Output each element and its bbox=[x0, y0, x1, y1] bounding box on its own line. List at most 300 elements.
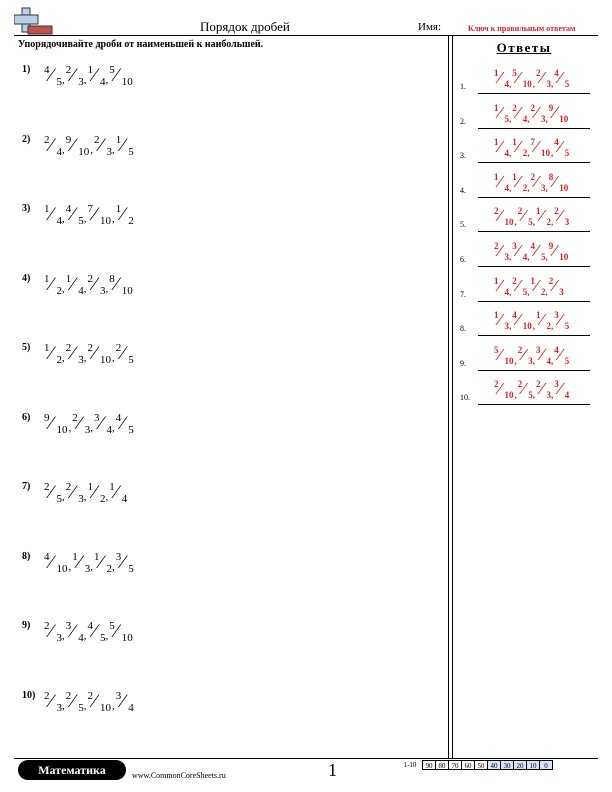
numerator: 2 bbox=[517, 206, 523, 217]
fraction bbox=[44, 481, 63, 509]
fraction-slash: ⁄ bbox=[535, 241, 538, 260]
fraction-slash: ⁄ bbox=[49, 621, 53, 642]
denominator: 3 bbox=[84, 423, 91, 436]
fraction-slash: ⁄ bbox=[99, 412, 103, 434]
score-cell: 60 bbox=[461, 760, 475, 770]
fraction bbox=[66, 134, 92, 162]
fraction-slash: ⁄ bbox=[522, 344, 526, 364]
numerator: 1 bbox=[536, 310, 541, 321]
denominator: 4 bbox=[522, 252, 528, 262]
comma-separator: , bbox=[83, 699, 87, 712]
fraction bbox=[44, 412, 70, 440]
denominator: 3 bbox=[504, 252, 509, 262]
fraction bbox=[88, 620, 107, 648]
answer-fraction-sequence bbox=[494, 68, 570, 94]
comma-separator: , bbox=[514, 355, 517, 366]
denominator: 10 bbox=[504, 390, 514, 401]
answer-number: 9. bbox=[460, 358, 466, 368]
denominator: 3 bbox=[546, 390, 551, 401]
fraction bbox=[44, 64, 63, 92]
denominator: 3 bbox=[559, 286, 564, 297]
denominator: 2 bbox=[546, 321, 551, 332]
numerator: 2 bbox=[94, 133, 100, 146]
fraction-slash: ⁄ bbox=[498, 241, 502, 260]
fraction-slash: ⁄ bbox=[71, 65, 75, 86]
score-cell: 90 bbox=[422, 760, 436, 770]
fraction-slash: ⁄ bbox=[540, 344, 544, 364]
fraction bbox=[512, 68, 534, 94]
fraction bbox=[536, 379, 552, 405]
fraction-slash: ⁄ bbox=[121, 412, 125, 434]
fraction bbox=[94, 551, 113, 579]
numerator: 2 bbox=[44, 133, 50, 146]
fraction bbox=[72, 412, 91, 440]
comma-separator: , bbox=[514, 217, 517, 228]
fraction-slash: ⁄ bbox=[558, 137, 562, 157]
score-cell: 50 bbox=[474, 760, 488, 770]
numerator: 2 bbox=[512, 102, 517, 113]
instructions: Упорядочивайте дроби от наименьшей к наибольшей. bbox=[18, 39, 264, 50]
comma-separator: , bbox=[545, 252, 548, 262]
comma-separator: , bbox=[112, 352, 115, 364]
fraction-slash: ⁄ bbox=[516, 102, 520, 122]
numerator: 1 bbox=[115, 203, 122, 215]
problem-number: 4) bbox=[22, 272, 31, 284]
fraction-slash: ⁄ bbox=[516, 310, 520, 330]
numerator: 2 bbox=[548, 275, 554, 286]
fraction-slash: ⁄ bbox=[558, 344, 562, 364]
comma-separator: , bbox=[527, 148, 530, 159]
fraction bbox=[94, 134, 113, 162]
comma-separator: , bbox=[83, 491, 87, 503]
fraction-sequence bbox=[44, 273, 135, 303]
fraction-slash: ⁄ bbox=[49, 690, 53, 712]
denominator: 5 bbox=[100, 632, 106, 644]
comma-separator: , bbox=[112, 699, 115, 712]
fraction-slash: ⁄ bbox=[71, 273, 75, 295]
denominator: 5 bbox=[78, 215, 84, 227]
numerator: 3 bbox=[115, 689, 122, 702]
fraction-sequence bbox=[44, 690, 135, 720]
denominator: 3 bbox=[564, 217, 570, 228]
fraction bbox=[531, 276, 547, 302]
fraction-slash: ⁄ bbox=[498, 310, 502, 330]
numerator: 3 bbox=[512, 241, 517, 251]
fraction-slash: ⁄ bbox=[522, 379, 526, 399]
fraction bbox=[66, 620, 85, 648]
numerator: 2 bbox=[494, 241, 499, 251]
score-label: 1-10 bbox=[403, 761, 417, 769]
fraction bbox=[549, 276, 565, 302]
logo-plus-minus-icon bbox=[14, 4, 54, 36]
fraction bbox=[554, 137, 570, 163]
fraction bbox=[66, 342, 85, 370]
fraction-slash: ⁄ bbox=[498, 68, 502, 87]
comma-separator: , bbox=[112, 213, 115, 225]
fraction-slash: ⁄ bbox=[553, 241, 557, 260]
fraction bbox=[116, 412, 135, 440]
fraction-slash: ⁄ bbox=[114, 65, 118, 86]
denominator: 4 bbox=[56, 215, 62, 227]
numerator: 2 bbox=[87, 272, 93, 285]
fraction bbox=[494, 379, 516, 405]
denominator: 4 bbox=[546, 355, 551, 366]
fraction bbox=[554, 345, 570, 371]
fraction bbox=[66, 203, 85, 231]
comma-separator: , bbox=[551, 217, 554, 228]
fraction-slash: ⁄ bbox=[498, 206, 502, 226]
numerator: 1 bbox=[512, 137, 517, 148]
answer-fraction-sequence bbox=[494, 310, 570, 336]
fraction-sequence bbox=[44, 134, 135, 164]
comma-separator: , bbox=[527, 113, 530, 124]
denominator: 2 bbox=[56, 354, 62, 366]
denominator: 10 bbox=[559, 113, 569, 124]
numerator: 1 bbox=[536, 206, 541, 217]
comma-separator: , bbox=[545, 286, 548, 297]
problem-number: 6) bbox=[22, 411, 31, 423]
comma-separator: , bbox=[105, 282, 109, 295]
fraction bbox=[554, 206, 570, 232]
numerator: 2 bbox=[536, 68, 541, 78]
fraction-slash: ⁄ bbox=[121, 204, 125, 225]
comma-separator: , bbox=[62, 491, 65, 503]
answer-fraction-sequence bbox=[494, 103, 570, 129]
fraction-slash: ⁄ bbox=[535, 275, 538, 295]
fraction-slash: ⁄ bbox=[121, 551, 125, 573]
denominator: 3 bbox=[546, 79, 551, 89]
numerator: 3 bbox=[115, 550, 122, 563]
fraction-slash: ⁄ bbox=[558, 68, 562, 87]
numerator: 4 bbox=[554, 344, 559, 355]
fraction bbox=[549, 103, 571, 129]
fraction bbox=[44, 342, 63, 370]
fraction bbox=[531, 137, 553, 163]
fraction-slash: ⁄ bbox=[121, 134, 125, 156]
numerator: 2 bbox=[494, 206, 499, 217]
site-url: www.CommonCoreSheets.ru bbox=[132, 771, 226, 780]
fraction-slash: ⁄ bbox=[114, 273, 118, 295]
fraction-slash: ⁄ bbox=[93, 690, 97, 712]
answer-item bbox=[460, 103, 590, 131]
numerator: 2 bbox=[65, 481, 72, 493]
problem-number: 7) bbox=[22, 481, 31, 492]
answer-number: 7. bbox=[460, 289, 466, 299]
numerator: 1 bbox=[44, 342, 50, 354]
fraction bbox=[116, 690, 135, 718]
answer-number: 10. bbox=[460, 393, 470, 403]
numerator: 3 bbox=[554, 379, 559, 390]
fraction-slash: ⁄ bbox=[558, 310, 562, 330]
fraction-slash: ⁄ bbox=[49, 134, 53, 156]
fraction-slash: ⁄ bbox=[540, 310, 544, 330]
denominator: 10 bbox=[121, 284, 133, 297]
problem-number: 10) bbox=[22, 689, 36, 701]
comma-separator: , bbox=[532, 217, 535, 228]
numerator: 7 bbox=[530, 137, 535, 148]
fraction-slash: ⁄ bbox=[77, 551, 81, 573]
problem-number: 3) bbox=[22, 203, 31, 214]
answer-item bbox=[460, 137, 590, 165]
fraction bbox=[549, 172, 571, 198]
fraction-slash: ⁄ bbox=[516, 137, 520, 157]
comma-separator: , bbox=[509, 113, 512, 124]
denominator: 3 bbox=[56, 701, 62, 714]
comma-separator: , bbox=[532, 355, 535, 366]
denominator: 10 bbox=[78, 145, 90, 158]
fraction bbox=[494, 137, 510, 163]
numerator: 2 bbox=[65, 64, 72, 76]
fraction bbox=[554, 68, 570, 94]
score-cell: 0 bbox=[539, 760, 553, 770]
fraction bbox=[518, 206, 534, 232]
score-table bbox=[398, 760, 553, 770]
fraction bbox=[494, 276, 510, 302]
denominator: 10 bbox=[522, 79, 532, 89]
answer-key-label: Ключ к правильным ответам bbox=[468, 24, 576, 33]
fraction-sequence bbox=[44, 342, 135, 372]
denominator: 5 bbox=[541, 252, 546, 262]
comma-separator: , bbox=[509, 79, 512, 89]
score-cell: 20 bbox=[513, 760, 527, 770]
numerator: 1 bbox=[44, 272, 50, 285]
comma-separator: , bbox=[62, 630, 65, 642]
fraction-sequence bbox=[44, 64, 135, 94]
fraction bbox=[494, 310, 510, 336]
fraction bbox=[536, 310, 552, 336]
fraction bbox=[536, 206, 552, 232]
comma-separator: , bbox=[527, 252, 530, 262]
fraction-slash: ⁄ bbox=[498, 344, 502, 364]
numerator: 1 bbox=[72, 550, 78, 563]
numerator: 1 bbox=[530, 275, 535, 286]
numerator: 3 bbox=[65, 620, 72, 632]
numerator: 2 bbox=[530, 102, 535, 113]
numerator: 2 bbox=[44, 481, 50, 493]
comma-separator: , bbox=[551, 321, 554, 332]
fraction bbox=[554, 379, 570, 405]
numerator: 1 bbox=[87, 481, 93, 493]
comma-separator: , bbox=[551, 390, 554, 401]
fraction bbox=[512, 137, 528, 163]
answer-fraction-sequence bbox=[494, 137, 570, 163]
fraction bbox=[88, 273, 107, 301]
denominator: 5 bbox=[528, 390, 533, 401]
fraction bbox=[549, 241, 571, 267]
fraction-slash: ⁄ bbox=[71, 134, 75, 156]
denominator: 5 bbox=[128, 354, 134, 366]
fraction-sequence bbox=[44, 481, 128, 511]
comma-separator: , bbox=[62, 143, 65, 156]
numerator: 5 bbox=[109, 620, 115, 632]
score-cell: 80 bbox=[435, 760, 449, 770]
fraction bbox=[88, 342, 114, 370]
numerator: 1 bbox=[494, 102, 499, 113]
page-title: Порядок дробей bbox=[200, 19, 290, 34]
denominator: 4 bbox=[504, 79, 509, 89]
fraction-slash: ⁄ bbox=[540, 68, 544, 87]
fraction bbox=[44, 203, 63, 231]
denominator: 4 bbox=[78, 284, 84, 297]
fraction-slash: ⁄ bbox=[540, 379, 544, 399]
answer-fraction-sequence bbox=[494, 206, 570, 232]
denominator: 3 bbox=[78, 493, 84, 505]
denominator: 5 bbox=[564, 79, 570, 89]
comma-separator: , bbox=[551, 79, 554, 89]
fraction bbox=[44, 551, 70, 579]
fraction bbox=[494, 206, 516, 232]
fraction bbox=[88, 690, 114, 718]
denominator: 3 bbox=[78, 354, 84, 366]
comma-separator: , bbox=[83, 352, 87, 364]
answer-item bbox=[460, 68, 590, 96]
fraction bbox=[554, 310, 570, 336]
comma-separator: , bbox=[83, 213, 87, 225]
denominator: 5 bbox=[564, 321, 570, 332]
fraction bbox=[531, 172, 547, 198]
fraction-slash: ⁄ bbox=[93, 343, 97, 364]
denominator: 4 bbox=[128, 701, 134, 714]
answer-item bbox=[460, 345, 590, 373]
numerator: 7 bbox=[87, 203, 93, 215]
fraction-slash: ⁄ bbox=[93, 204, 97, 225]
fraction bbox=[116, 134, 135, 162]
comma-separator: , bbox=[545, 182, 548, 193]
denominator: 4 bbox=[78, 632, 84, 644]
answer-number: 2. bbox=[460, 116, 466, 126]
fraction-slash: ⁄ bbox=[71, 482, 75, 503]
denominator: 2 bbox=[100, 493, 106, 505]
answer-item bbox=[460, 172, 590, 200]
comma-separator: , bbox=[509, 286, 512, 297]
numerator: 3 bbox=[536, 344, 541, 355]
numerator: 3 bbox=[554, 310, 559, 321]
numerator: 2 bbox=[65, 342, 72, 354]
answer-column-divider bbox=[448, 36, 449, 758]
comma-separator: , bbox=[105, 74, 109, 86]
brand-badge: Математика bbox=[18, 760, 126, 780]
fraction bbox=[88, 203, 114, 231]
fraction-slash: ⁄ bbox=[93, 621, 97, 642]
denominator: 10 bbox=[56, 562, 68, 575]
denominator: 5 bbox=[78, 701, 84, 714]
fraction-slash: ⁄ bbox=[49, 204, 53, 225]
fraction bbox=[44, 273, 63, 301]
fraction-slash: ⁄ bbox=[49, 65, 53, 86]
fraction-slash: ⁄ bbox=[535, 102, 538, 122]
fraction bbox=[494, 172, 510, 198]
answer-item bbox=[460, 276, 590, 304]
page-number: 1 bbox=[328, 760, 337, 780]
denominator: 3 bbox=[84, 562, 91, 575]
denominator: 10 bbox=[100, 701, 111, 714]
fraction-slash: ⁄ bbox=[99, 551, 103, 573]
denominator: 5 bbox=[128, 145, 134, 158]
answer-number: 3. bbox=[460, 151, 466, 161]
denominator: 10 bbox=[100, 354, 111, 366]
numerator: 4 bbox=[44, 550, 50, 563]
fraction bbox=[512, 310, 534, 336]
numerator: 5 bbox=[512, 68, 517, 78]
denominator: 10 bbox=[121, 632, 133, 644]
footer-divider bbox=[14, 758, 598, 759]
answer-number: 1. bbox=[460, 82, 466, 91]
denominator: 5 bbox=[128, 562, 134, 575]
fraction-slash: ⁄ bbox=[540, 206, 544, 226]
numerator: 1 bbox=[494, 68, 499, 78]
fraction-slash: ⁄ bbox=[99, 134, 103, 156]
fraction bbox=[512, 103, 528, 129]
numerator: 8 bbox=[109, 272, 115, 285]
answer-fraction-sequence bbox=[494, 241, 570, 267]
denominator: 10 bbox=[504, 355, 514, 366]
problem-number: 9) bbox=[22, 620, 31, 631]
denominator: 4 bbox=[504, 286, 509, 297]
fraction-slash: ⁄ bbox=[516, 68, 520, 87]
comma-separator: , bbox=[105, 630, 109, 642]
numerator: 9 bbox=[548, 102, 554, 113]
comma-separator: , bbox=[527, 182, 530, 193]
fraction bbox=[66, 273, 85, 301]
numerator: 4 bbox=[115, 411, 122, 424]
fraction-slash: ⁄ bbox=[558, 379, 562, 399]
fraction-sequence bbox=[44, 203, 135, 233]
numerator: 9 bbox=[548, 241, 554, 251]
fraction bbox=[72, 551, 91, 579]
denominator: 10 bbox=[522, 321, 532, 332]
fraction bbox=[116, 203, 135, 231]
numerator: 4 bbox=[512, 310, 517, 321]
fraction bbox=[109, 273, 135, 301]
comma-separator: , bbox=[90, 560, 93, 573]
numerator: 1 bbox=[512, 171, 517, 182]
fraction bbox=[109, 64, 135, 92]
comma-separator: , bbox=[551, 355, 554, 366]
fraction-sequence bbox=[44, 620, 135, 650]
comma-separator: , bbox=[509, 148, 512, 159]
fraction bbox=[531, 103, 547, 129]
fraction-slash: ⁄ bbox=[535, 137, 538, 157]
fraction bbox=[518, 345, 534, 371]
comma-separator: , bbox=[112, 143, 115, 156]
denominator: 4 bbox=[564, 390, 570, 401]
numerator: 2 bbox=[65, 689, 72, 702]
denominator: 4 bbox=[121, 493, 128, 505]
comma-separator: , bbox=[532, 390, 535, 401]
comma-separator: , bbox=[509, 182, 512, 193]
answer-fraction-sequence bbox=[494, 276, 565, 302]
fraction-slash: ⁄ bbox=[93, 273, 97, 295]
numerator: 2 bbox=[87, 342, 93, 354]
comma-separator: , bbox=[532, 321, 535, 332]
denominator: 3 bbox=[504, 321, 509, 332]
fraction-slash: ⁄ bbox=[121, 343, 125, 364]
comma-separator: , bbox=[551, 148, 554, 159]
comma-separator: , bbox=[62, 699, 65, 712]
numerator: 1 bbox=[109, 481, 115, 493]
fraction bbox=[531, 241, 547, 267]
fraction bbox=[88, 64, 107, 92]
denominator: 4 bbox=[100, 76, 106, 88]
fraction bbox=[109, 481, 128, 509]
answer-item bbox=[460, 206, 590, 234]
numerator: 9 bbox=[44, 411, 50, 424]
fraction-sequence bbox=[44, 551, 135, 581]
denominator: 5 bbox=[56, 76, 62, 88]
numerator: 2 bbox=[512, 275, 517, 286]
numerator: 4 bbox=[554, 137, 559, 148]
fraction-slash: ⁄ bbox=[498, 137, 502, 157]
